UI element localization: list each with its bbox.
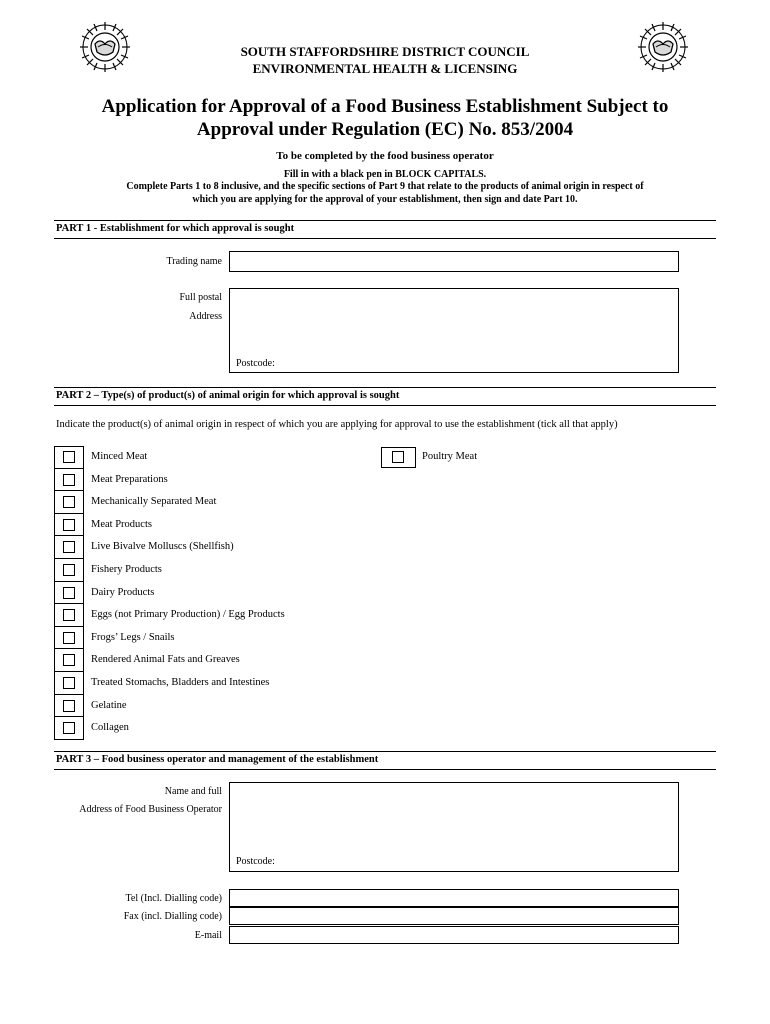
form-title-line1: Application for Approval of a Food Business Establishment Subject to [101, 96, 669, 117]
product-item-label: Meat Preparations [91, 473, 168, 485]
product-item-label: Rendered Animal Fats and Greaves [91, 654, 240, 666]
operator-name-label: Name and full [164, 786, 222, 797]
checkbox-icon[interactable] [63, 541, 75, 553]
checkbox-icon[interactable] [63, 564, 75, 576]
checkbox-icon[interactable] [63, 587, 75, 599]
product-item-label: Fishery Products [91, 564, 162, 575]
instruction-complete-parts: Complete Parts 1 to 8 inclusive, and the specific sections of Part 9 that relate to the products of animal origin in respect of [126, 181, 644, 192]
product-item-label: Eggs (not Primary Production) / Egg Products [91, 609, 285, 621]
checkbox-icon[interactable] [63, 654, 75, 666]
full-postal-label: Full postal [179, 292, 222, 303]
divider [54, 387, 716, 388]
product-item-label: Frogs’ Legs / Snails [91, 631, 175, 643]
tel-label: Tel (Incl. Dialling code) [125, 893, 222, 904]
product-item-label: Collagen [91, 722, 129, 734]
tel-field[interactable] [229, 889, 679, 907]
fax-field[interactable] [229, 907, 679, 925]
address-label: Address [189, 311, 222, 322]
product-item-label: Live Bivalve Molluscs (Shellfish) [91, 541, 234, 553]
email-field[interactable] [229, 926, 679, 944]
product-item-label: Mechanically Separated Meat [91, 496, 217, 508]
checkbox-icon[interactable] [63, 496, 75, 508]
postcode-label: Postcode: [236, 358, 275, 369]
establishment-address-field[interactable] [229, 288, 679, 373]
product-item-label: Meat Products [91, 518, 152, 530]
divider [54, 220, 716, 221]
product-item-label: Gelatine [91, 699, 127, 711]
email-label: E-mail [194, 930, 222, 941]
checkbox-icon[interactable] [63, 677, 75, 689]
operator-address-field[interactable] [229, 782, 679, 872]
operator-address-label: Address of Food Business Operator [79, 804, 222, 815]
trading-name-label: Trading name [166, 256, 222, 267]
divider [54, 769, 716, 770]
checkbox-icon[interactable] [63, 632, 75, 644]
checkbox-icon[interactable] [63, 700, 75, 712]
council-name: SOUTH STAFFORDSHIRE DISTRICT COUNCIL [240, 44, 530, 59]
instruction-sign-date: which you are applying for the approval of your establishment, then sign and date Part 10. [192, 194, 578, 205]
form-title-line2: Approval under Regulation (EC) No. 853/2004 [196, 119, 574, 140]
part2-heading: PART 2 – Type(s) of product(s) of animal origin for which approval is sought [56, 390, 400, 401]
checkbox-icon[interactable] [392, 451, 404, 463]
checkbox-icon[interactable] [63, 722, 75, 734]
part1-heading: PART 1 - Establishment for which approval is sought [56, 223, 295, 234]
divider [54, 405, 716, 406]
instruction-block-capitals: Fill in with a black pen in BLOCK CAPITALS. [283, 169, 487, 180]
product-item-label: Minced Meat [91, 451, 148, 462]
product-item-label: Dairy Products [91, 586, 155, 598]
part3-heading: PART 3 – Food business operator and management of the establishment [56, 754, 379, 765]
divider [54, 751, 716, 752]
postcode-label: Postcode: [236, 856, 275, 867]
poultry-meat-label: Poultry Meat [422, 451, 478, 462]
department-name: ENVIRONMENTAL HEALTH & LICENSING [252, 61, 518, 76]
checkbox-icon[interactable] [63, 609, 75, 621]
checkbox-icon[interactable] [63, 519, 75, 531]
checkbox-icon[interactable] [63, 474, 75, 486]
trading-name-field[interactable] [229, 251, 679, 272]
checkbox-icon[interactable] [63, 451, 75, 463]
product-item-label: Treated Stomachs, Bladders and Intestines [91, 677, 270, 688]
part2-instruction: Indicate the product(s) of animal origin in respect of which you are applying for approval to use the establishment (tick all that apply) [56, 419, 618, 430]
form-subtitle: To be completed by the food business operator [276, 150, 494, 162]
fax-label: Fax (incl. Dialling code) [123, 911, 222, 922]
divider [54, 238, 716, 239]
